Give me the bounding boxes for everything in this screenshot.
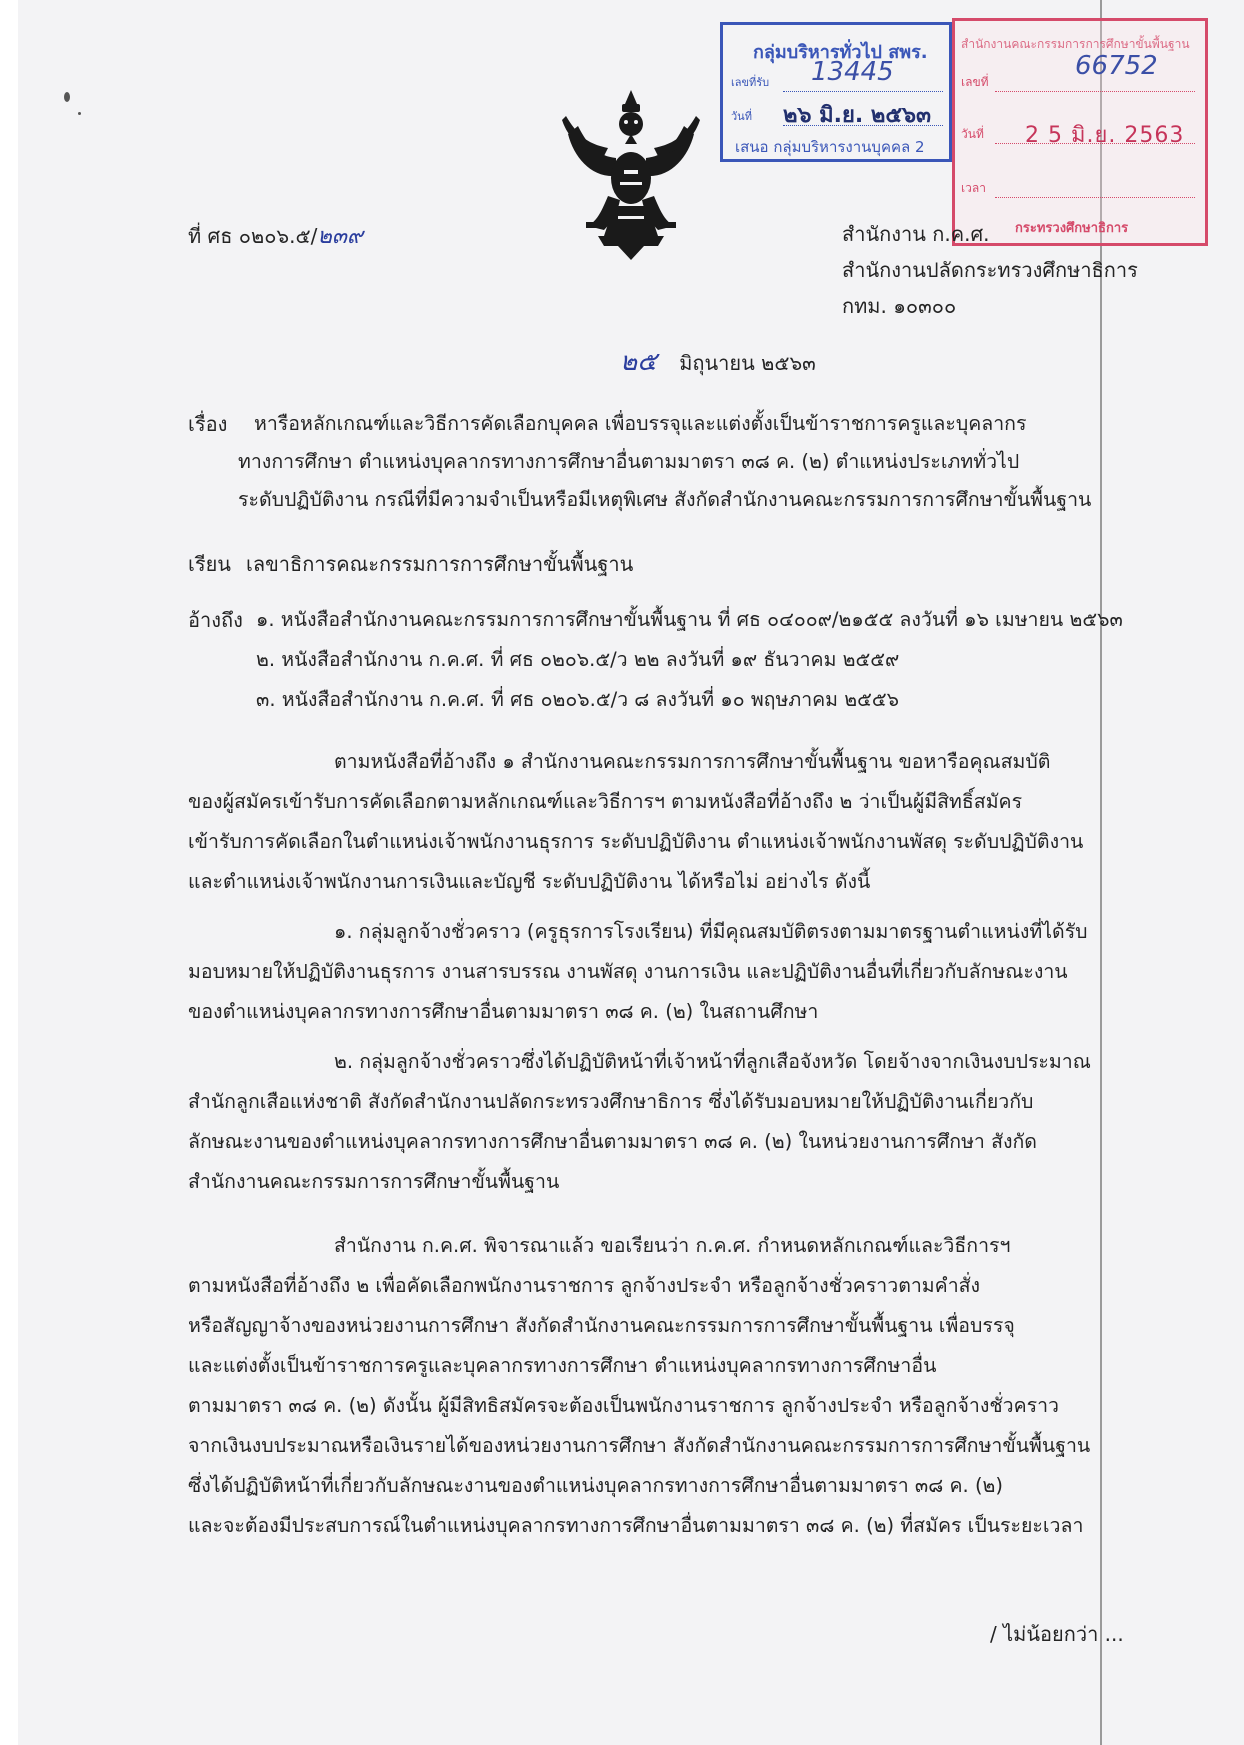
stamp-date-label: วันที่ xyxy=(961,127,984,141)
date-month-year: มิถุนายน ๒๕๖๓ xyxy=(679,351,816,375)
letter-date xyxy=(620,348,816,377)
item1-line: ของตำแหน่งบุคลากรทางการศึกษาอื่นตามมาตรา ๓๘ ค. (๒) ในสถานศึกษา xyxy=(188,1000,819,1023)
subject-line-2: ทางการศึกษา ตำแหน่งบุคลากรทางการศึกษาอื่นตามมาตรา ๓๘ ค. (๒) ตำแหน่งประเภททั่วไป xyxy=(238,450,1020,473)
item2-line: ลักษณะงานของตำแหน่งบุคลากรทางการศึกษาอื่นตามมาตรา ๓๘ ค. (๒) ในหน่วยงานการศึกษา สังกัด xyxy=(188,1130,1037,1153)
stamp-date-label: วันที่ xyxy=(731,110,752,123)
para2-line: และแต่งตั้งเป็นข้าราชการครูและบุคลากรทางการศึกษา ตำแหน่งบุคลากรทางการศึกษาอื่น xyxy=(188,1354,937,1377)
salutation-label: เรียน xyxy=(188,552,231,576)
scuff-mark xyxy=(78,112,81,115)
stamp-date-value: 2 5 มิ.ย. 2563 xyxy=(1025,123,1185,148)
received-stamp-red xyxy=(952,18,1208,246)
date-day-handwritten: ๒๕ xyxy=(620,347,657,377)
para2-line: และจะต้องมีประสบการณ์ในตำแหน่งบุคลากรทางการศึกษาอื่นตามมาตรา ๓๘ ค. (๒) ที่สมัคร เป็นระยะเวลา xyxy=(188,1514,1084,1537)
received-stamp-blue xyxy=(720,22,952,162)
stamp-dotted-line xyxy=(783,91,943,92)
item2-line: สำนักลูกเสือแห่งชาติ สังกัดสำนักงานปลัดกระทรวงศึกษาธิการ ซึ่งได้รับมอบหมายให้ปฏิบัติงานเกี่ยวกับ xyxy=(188,1090,1034,1113)
stamp-dotted-line xyxy=(995,197,1195,198)
item2-line: ๒. กลุ่มลูกจ้างชั่วคราวซึ่งได้ปฏิบัติหน้าที่เจ้าหน้าที่ลูกเสือจังหวัด โดยจ้างจากเงินงบประมาณ xyxy=(334,1050,1091,1073)
scuff-mark xyxy=(64,92,70,102)
office-line-2: สำนักงานปลัดกระทรวงศึกษาธิการ xyxy=(842,258,1138,282)
para2-line: สำนักงาน ก.ค.ศ. พิจารณาแล้ว ขอเรียนว่า ก.ค.ศ. กำหนดหลักเกณฑ์และวิธีการฯ xyxy=(334,1234,1011,1257)
item1-line: ๑. กลุ่มลูกจ้างชั่วคราว (ครูธุรการโรงเรียน) ที่มีคุณสมบัติตรงตามมาตรฐานตำแหน่งที่ได้รับ xyxy=(334,920,1088,943)
reference-number-handwritten: ๒๓๙ xyxy=(317,224,363,249)
stamp-time-label: เวลา xyxy=(961,181,986,195)
para2-line: หรือสัญญาจ้างของหน่วยงานการศึกษา สังกัดสำนักงานคณะกรรมการการศึกษาขั้นพื้นฐาน เพื่อบรรจุ xyxy=(188,1314,1015,1337)
office-line-3: กทม. ๑๐๓๐๐ xyxy=(842,294,957,318)
stamp-date-value: ๒๖ มิ.ย. ๒๕๖๓ xyxy=(783,103,932,128)
para1-line: ตามหนังสือที่อ้างถึง ๑ สำนักงานคณะกรรมการการศึกษาขั้นพื้นฐาน ขอหารือคุณสมบัติ xyxy=(334,750,1051,773)
subject-line-1: หารือหลักเกณฑ์และวิธีการคัดเลือกบุคคล เพื่อบรรจุและแต่งตั้งเป็นข้าราชการครูและบุคลากร xyxy=(254,412,1027,435)
para2-line: จากเงินงบประมาณหรือเงินรายได้ของหน่วยงานการศึกษา สังกัดสำนักงานคณะกรรมการการศึกษาขั้นพื้นฐาน xyxy=(188,1434,1091,1457)
para1-line: และตำแหน่งเจ้าพนักงานการเงินและบัญชี ระดับปฏิบัติงาน ได้หรือไม่ อย่างไร ดังนี้ xyxy=(188,870,871,893)
reference-number-prefix: ที่ ศธ ๐๒๐๖.๕/ xyxy=(188,224,318,248)
stamp-title: กลุ่มบริหารทั่วไป สพร. xyxy=(753,42,928,63)
subject-line-3: ระดับปฏิบัติงาน กรณีที่มีความจำเป็นหรือมีเหตุพิเศษ สังกัดสำนักงานคณะกรรมการการศึกษาขั้นพื้นฐาน xyxy=(238,488,1092,511)
para1-line: เข้ารับการคัดเลือกในตำแหน่งเจ้าพนักงานธุรการ ระดับปฏิบัติงาน ตำแหน่งเจ้าพนักงานพัสดุ ระดับปฏิบัติงาน xyxy=(188,830,1084,853)
para2-line: ตามหนังสือที่อ้างถึง ๒ เพื่อคัดเลือกพนักงานราชการ ลูกจ้างประจำ หรือลูกจ้างชั่วคราวตามคำสั่ง xyxy=(188,1274,981,1297)
stamp-number-label: เลขที่รับ xyxy=(731,76,770,89)
para1-line: ของผู้สมัครเข้ารับการคัดเลือกตามหลักเกณฑ์และวิธีการฯ ตามหนังสือที่อ้างถึง ๒ ว่าเป็นผู้มีสิทธิ์สมัคร xyxy=(188,790,1023,813)
stamp-number-value: 13445 xyxy=(811,57,894,87)
stamp-dotted-line xyxy=(995,143,1195,144)
reference-item-3: ๓. หนังสือสำนักงาน ก.ค.ศ. ที่ ศธ ๐๒๐๖.๕/ว ๘ ลงวันที่ ๑๐ พฤษภาคม ๒๕๕๖ xyxy=(256,688,899,711)
para2-line: ซึ่งได้ปฏิบัติหน้าที่เกี่ยวกับลักษณะงานของตำแหน่งบุคลากรทางการศึกษาอื่นตามมาตรา ๓๘ ค. (๒) xyxy=(188,1474,1004,1497)
item1-line: มอบหมายให้ปฏิบัติงานธุรการ งานสารบรรณ งานพัสดุ งานการเงิน และปฏิบัติงานอื่นที่เกี่ยวกับลักษณะงาน xyxy=(188,960,1068,983)
reference-number xyxy=(188,222,363,251)
para2-line: ตามมาตรา ๓๘ ค. (๒) ดังนั้น ผู้มีสิทธิสมัครจะต้องเป็นพนักงานราชการ ลูกจ้างประจำ หรือลูกจ้างชั่วคราว xyxy=(188,1394,1059,1417)
reference-item-2: ๒. หนังสือสำนักงาน ก.ค.ศ. ที่ ศธ ๐๒๐๖.๕/ว ๒๒ ลงวันที่ ๑๙ ธันวาคม ๒๕๕๙ xyxy=(256,648,900,671)
salutation-recipient: เลขาธิการคณะกรรมการการศึกษาขั้นพื้นฐาน xyxy=(246,552,634,576)
stamp-number-value: 66752 xyxy=(1075,51,1158,81)
references-label: อ้างถึง xyxy=(188,608,243,632)
stamp-number-label: เลขที่ xyxy=(961,75,989,89)
item2-line: สำนักงานคณะกรรมการการศึกษาขั้นพื้นฐาน xyxy=(188,1170,560,1193)
stamp-dotted-line xyxy=(783,125,943,126)
garuda-emblem-icon xyxy=(558,86,704,262)
stamp-top-text: สำนักงานคณะกรรมการการศึกษาขั้นพื้นฐาน xyxy=(961,37,1190,51)
stamp-footer: เสนอ กลุ่มบริหารงานบุคคล 2 xyxy=(735,138,925,156)
continuation-note: / ไม่น้อยกว่า ... xyxy=(990,1622,1124,1646)
stamp-bottom-text: กระทรวงศึกษาธิการ xyxy=(1015,221,1129,236)
subject-label: เรื่อง xyxy=(188,412,228,436)
reference-item-1: ๑. หนังสือสำนักงานคณะกรรมการการศึกษาขั้นพื้นฐาน ที่ ศธ ๐๔๐๐๙/๒๑๕๕ ลงวันที่ ๑๖ เมษายน ๒๕๖๓ xyxy=(256,608,1123,631)
office-line-1: สำนักงาน ก.ค.ศ. xyxy=(842,222,990,246)
stamp-dotted-line xyxy=(995,91,1195,92)
